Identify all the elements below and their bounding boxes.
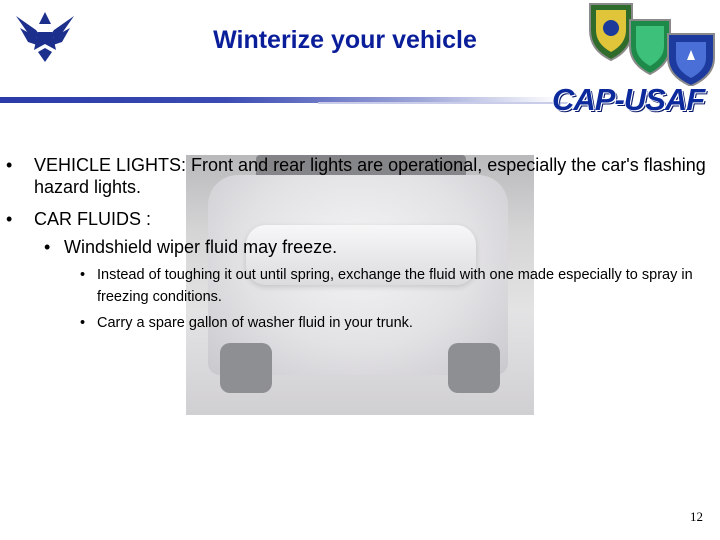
bullet-glyph: • — [6, 155, 13, 175]
header-divider-thin — [318, 102, 568, 104]
cap-usaf-logo: CAP-USAF — [552, 82, 705, 117]
bullet-glyph: • — [80, 267, 86, 283]
cap-usaf-shields-icon — [580, 0, 720, 86]
bullet-text: Instead of toughing it out until spring, exchange the fluid with one made especially to spray in freezing conditions. — [97, 267, 693, 305]
bullet-text: Carry a spare gallon of washer fluid in your trunk. — [97, 315, 413, 331]
bullet-text: CAR FLUIDS : — [34, 209, 152, 229]
page-number: 12 — [690, 509, 703, 524]
bullet-glyph: • — [80, 315, 86, 331]
truck-wheel-left — [220, 343, 272, 393]
slide-title: Winterize your vehicle — [213, 26, 477, 54]
truck-wheel-right — [448, 343, 500, 393]
bullet-text: VEHICLE LIGHTS: Front and rear lights are operational, especially the car's flashing hazard lights. — [34, 155, 706, 197]
bullet-glyph: • — [6, 209, 13, 229]
bullet-text: Windshield wiper fluid may freeze. — [64, 237, 338, 257]
bullet-glyph: • — [44, 237, 51, 257]
air-force-wings-icon — [14, 8, 76, 64]
